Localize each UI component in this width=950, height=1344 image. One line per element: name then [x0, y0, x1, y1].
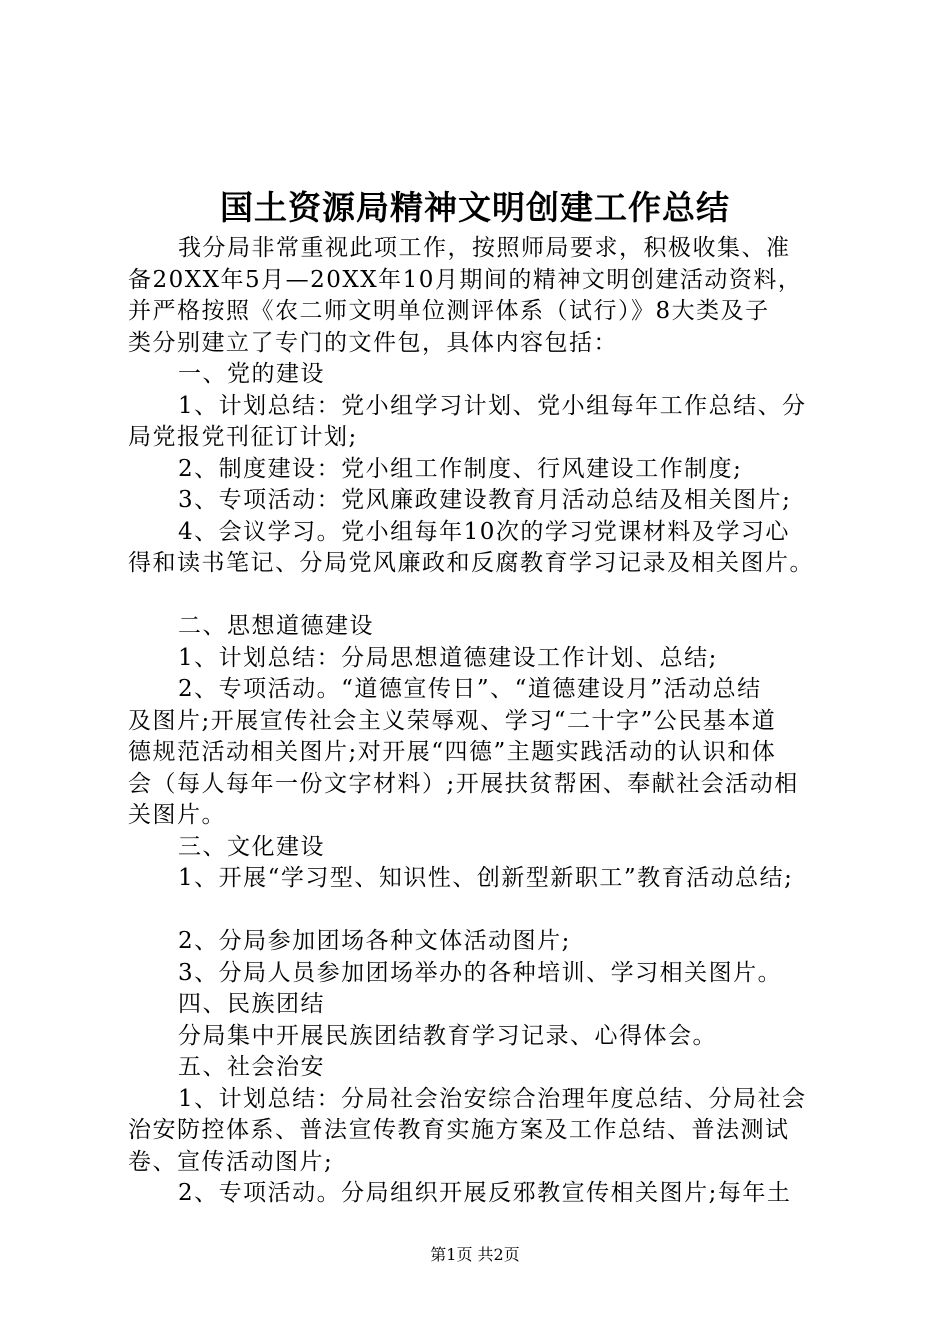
paragraph-line: 2、专项活动。“道德宣传日”、“道德建设月”活动总结	[178, 676, 762, 702]
paragraph-line: 局党报党刊征订计划;	[128, 424, 358, 450]
paragraph-line: 2、制度建设：党小组工作制度、行风建设工作制度;	[178, 455, 743, 482]
page-number: 第1页 共2页	[430, 1245, 520, 1264]
paragraph-line: 会（每人每年一份文字材料）;开展扶贫帮困、奉献社会活动相	[128, 770, 799, 797]
blank-line	[128, 580, 840, 612]
paragraph-line: 关图片。	[128, 802, 226, 828]
paragraph-line: 1、计划总结：分局社会治安综合治理年度总结、分局社会	[178, 1085, 807, 1112]
paragraph-line: 及图片;开展宣传社会主义荣辱观、学习“二十字”公民基本道	[128, 707, 777, 734]
paragraph-line: 1、开展“学习型、知识性、创新型新职工”教育活动总结;	[178, 865, 794, 891]
blank-line	[128, 895, 840, 927]
section-heading: 二、思想道德建设	[178, 613, 374, 639]
paragraph-line: 3、专项活动：党风廉政建设教育月活动总结及相关图片;	[178, 487, 792, 513]
document-body	[128, 233, 840, 1210]
paragraph-line: 我分局非常重视此项工作，按照师局要求，积极收集、准	[178, 235, 791, 261]
section-heading: 三、文化建设	[178, 833, 325, 860]
paragraph-line: 4、会议学习。党小组每年10次的学习党课材料及学习心	[178, 518, 790, 545]
section-heading: 四、民族团结	[178, 991, 325, 1017]
paragraph-line: 3、分局人员参加团场举办的各种培训、学习相关图片。	[178, 959, 783, 986]
paragraph-line: 2、专项活动。分局组织开展反邪教宣传相关图片;每年土	[178, 1180, 792, 1206]
paragraph-line: 分局集中开展民族团结教育学习记录、心得体会。	[178, 1022, 717, 1049]
paragraph-line: 1、计划总结：党小组学习计划、党小组每年工作总结、分	[178, 392, 807, 419]
paragraph-line: 并严格按照《农二师文明单位测评体系（试行）》8大类及子	[128, 298, 770, 324]
paragraph-line: 卷、宣传活动图片;	[128, 1148, 334, 1175]
page-title: 国土资源局精神文明创建工作总结	[220, 188, 730, 227]
paragraph-line: 1、计划总结：分局思想道德建设工作计划、总结;	[178, 644, 718, 671]
section-heading: 五、社会治安	[178, 1054, 325, 1080]
paragraph-line: 治安防控体系、普法宣传教育实施方案及工作总结、普法测试	[128, 1117, 790, 1143]
paragraph-line: 备20XX年5月—20XX年10月期间的精神文明创建活动资料，	[128, 266, 803, 293]
section-heading: 一、党的建设	[178, 361, 325, 387]
paragraph-line: 得和读书笔记、分局党风廉政和反腐教育学习记录及相关图片。	[128, 550, 814, 576]
paragraph-line: 2、分局参加团场各种文体活动图片;	[178, 928, 571, 954]
paragraph-line: 类分别建立了专门的文件包，具体内容包括：	[128, 329, 618, 356]
paragraph-line: 德规范活动相关图片;对开展“四德”主题实践活动的认识和体	[128, 739, 777, 765]
